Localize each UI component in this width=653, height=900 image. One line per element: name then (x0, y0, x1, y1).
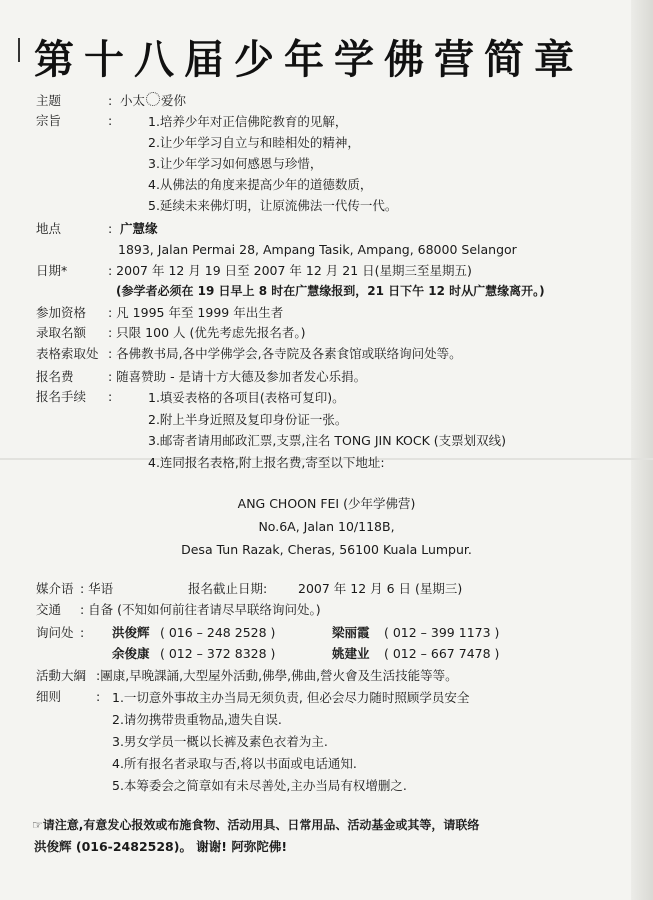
rules-item-3: 3.男女学员一概以长裤及素色衣着为主. (112, 734, 328, 749)
rules-item-5: 5.本筹委会之简章如有未尽善处,主办当局有权增删之. (112, 778, 407, 793)
mailing-line-1: ANG CHOON FEI (少年学佛营) (237, 496, 416, 511)
theme-label: 主题 (36, 93, 62, 108)
activities-value: :團康,早晚課誦,大型屋外活動,佛學,佛曲,營火會及生活技能等等。 (96, 668, 458, 683)
forms-value: : 各佛教书局,各中学佛学会,各寺院及各素食馆或联络询问处等。 (108, 346, 462, 361)
deadline-value: 2007 年 12 月 6 日 (星期三) (298, 581, 463, 596)
enquiry-label: 询问处 (36, 625, 74, 640)
venue-address: 1893, Jalan Permai 28, Ampang Tasik, Ampang, 68000 Selangor (118, 242, 517, 257)
deadline-label: 报名截止日期: (188, 581, 268, 596)
footer-line-1: ☞请注意,有意发心报效或布施食物、活动用具、日常用品、活动基金或其等，请联络 (32, 818, 480, 832)
procedure-item-1: 1.填妥表格的各项目(表格可复印)。 (148, 390, 345, 405)
venue-name: 广慧缘 (120, 221, 158, 236)
contact-2-phone: ( 012 – 372 8328 ) (160, 646, 276, 661)
mailing-line-3: Desa Tun Razak, Cheras, 56100 Kuala Lumpur. (181, 542, 472, 557)
aims-sep: : (108, 113, 113, 128)
rules-label: 细则 (36, 689, 62, 704)
contact-2-name: 余俊康 (112, 646, 150, 661)
medium-value: : 华语 (80, 581, 114, 596)
aims-item-4: 4.从佛法的角度来提高少年的道德数质， (148, 177, 373, 192)
rules-sep: : (96, 689, 101, 704)
aims-label: 宗旨 (36, 113, 62, 128)
procedure-sep: : (108, 389, 113, 404)
contact-4-phone: ( 012 – 667 7478 ) (384, 646, 500, 661)
eligibility-label: 参加资格 (36, 305, 87, 320)
date-value: : 2007 年 12 月 19 日至 2007 年 12 月 21 日(星期三至星期五) (108, 263, 472, 278)
fee-value: : 随喜赞助 - 是请十方大德及参加者发心乐捐。 (108, 369, 367, 384)
aims-item-1: 1.培养少年对正信佛陀教育的见解， (148, 114, 348, 129)
theme-value-a: 小太 (120, 93, 146, 108)
fee-label: 报名费 (36, 369, 74, 384)
page-title: 第十八届少年学佛营简章 (34, 36, 584, 83)
contact-3-name: 梁丽霞 (332, 625, 370, 640)
theme-sep: : (108, 93, 113, 108)
aims-item-2: 2.让少年学习自立与和睦相处的精神， (148, 135, 360, 150)
transport-label: 交通 (36, 602, 62, 617)
venue-label: 地点 (36, 221, 62, 236)
footer-line-2: 洪俊辉 (016-2482528)。 谢谢! 阿弥陀佛! (34, 839, 288, 854)
quota-label: 录取名额 (36, 325, 87, 340)
venue-sep: : (108, 221, 113, 236)
theme-value-b: 爱你 (161, 93, 187, 108)
contact-4-name: 姚建业 (332, 646, 370, 661)
quota-value: : 只限 100 人 (优先考虑先报名者。) (108, 325, 306, 340)
page-edge (631, 0, 653, 900)
procedure-item-3: 3.邮寄者请用邮政汇票,支票,注名 TONG JIN KOCK (支票划双线) (148, 433, 507, 448)
theme-value (120, 92, 186, 110)
date-note: (参学者必须在 19 日早上 8 时在广慧缘报到，21 日下午 12 时从广慧缘离开。) (116, 284, 545, 298)
forms-label: 表格索取处 (36, 346, 99, 361)
sun-icon (146, 92, 160, 106)
transport-value: : 自备 (不知如何前往者请尽早联络询问处。) (80, 602, 321, 617)
aims-item-5: 5.延续未来佛灯明，让原流佛法一代传一代。 (148, 198, 398, 213)
contact-3-phone: ( 012 – 399 1173 ) (384, 625, 500, 640)
contact-1-phone: ( 016 – 248 2528 ) (160, 625, 276, 640)
procedure-item-2: 2.附上半身近照及复印身份证一张。 (148, 412, 348, 427)
date-label: 日期* (36, 263, 68, 278)
eligibility-value: : 凡 1995 年至 1999 年出生者 (108, 305, 284, 320)
medium-label: 媒介语 (36, 581, 74, 596)
aims-item-3: 3.让少年学习如何感恩与珍惜， (148, 156, 323, 171)
margin-mark (18, 38, 20, 62)
procedure-label: 报名手续 (36, 389, 87, 404)
mailing-line-2: No.6A, Jalan 10/118B, (258, 519, 395, 534)
procedure-item-4: 4.连同报名表格,附上报名费,寄至以下地址: (148, 455, 385, 470)
rules-item-4: 4.所有报名者录取与否,将以书面或电话通知. (112, 756, 357, 771)
rules-item-1: 1.一切意外事故主办当局无须负责, 但必会尽力随时照顾学员安全 (112, 690, 470, 705)
enquiry-sep: : (80, 625, 85, 640)
rules-item-2: 2.请勿携带贵重物品,遗失自误. (112, 712, 282, 727)
contact-1-name: 洪俊辉 (112, 625, 150, 640)
activities-label: 活動大綱 (36, 668, 87, 683)
